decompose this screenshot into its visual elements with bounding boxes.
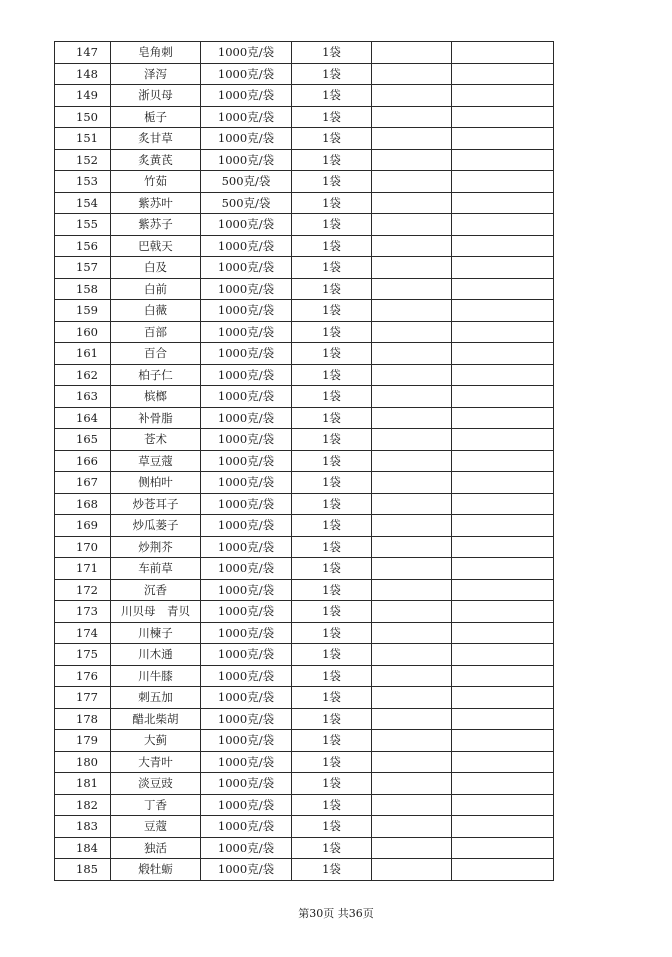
quantity-cell: 1袋: [292, 364, 372, 386]
medicine-name-cell: 川楝子: [111, 622, 201, 644]
blank-cell: [372, 515, 452, 537]
blank-cell: [452, 300, 554, 322]
row-number-cell: 156: [55, 235, 111, 257]
blank-cell: [452, 214, 554, 236]
blank-cell: [452, 665, 554, 687]
blank-cell: [372, 816, 452, 838]
blank-cell: [372, 149, 452, 171]
blank-cell: [452, 515, 554, 537]
quantity-cell: 1袋: [292, 644, 372, 666]
table-row: [55, 192, 554, 214]
specification-cell: 1000克/袋: [201, 730, 292, 752]
table-body: [55, 42, 554, 881]
blank-cell: [372, 278, 452, 300]
medicine-name-cell: 侧柏叶: [111, 472, 201, 494]
medicine-name-cell: 草豆蔻: [111, 450, 201, 472]
table-row: [55, 601, 554, 623]
quantity-cell: 1袋: [292, 257, 372, 279]
blank-cell: [452, 63, 554, 85]
row-number-cell: 150: [55, 106, 111, 128]
medicine-name-cell: 百合: [111, 343, 201, 365]
blank-cell: [452, 644, 554, 666]
table-row: [55, 235, 554, 257]
blank-cell: [452, 128, 554, 150]
row-number-cell: 184: [55, 837, 111, 859]
quantity-cell: 1袋: [292, 708, 372, 730]
medicine-name-cell: 醋北柴胡: [111, 708, 201, 730]
row-number-cell: 165: [55, 429, 111, 451]
specification-cell: 1000克/袋: [201, 794, 292, 816]
specification-cell: 1000克/袋: [201, 708, 292, 730]
specification-cell: 1000克/袋: [201, 751, 292, 773]
quantity-cell: 1袋: [292, 85, 372, 107]
specification-cell: 1000克/袋: [201, 601, 292, 623]
table-row: [55, 837, 554, 859]
blank-cell: [372, 773, 452, 795]
row-number-cell: 159: [55, 300, 111, 322]
blank-cell: [372, 450, 452, 472]
blank-cell: [372, 601, 452, 623]
row-number-cell: 161: [55, 343, 111, 365]
quantity-cell: 1袋: [292, 128, 372, 150]
blank-cell: [372, 665, 452, 687]
blank-cell: [452, 773, 554, 795]
table-row: [55, 708, 554, 730]
medicine-name-cell: 川木通: [111, 644, 201, 666]
table-row: [55, 85, 554, 107]
blank-cell: [452, 794, 554, 816]
medicine-name-cell: 炙黄芪: [111, 149, 201, 171]
blank-cell: [372, 321, 452, 343]
table-row: [55, 63, 554, 85]
blank-cell: [372, 622, 452, 644]
specification-cell: 1000克/袋: [201, 515, 292, 537]
blank-cell: [452, 859, 554, 881]
quantity-cell: 1袋: [292, 235, 372, 257]
medicine-name-cell: 白及: [111, 257, 201, 279]
blank-cell: [372, 493, 452, 515]
specification-cell: 1000克/袋: [201, 321, 292, 343]
blank-cell: [372, 644, 452, 666]
table-row: [55, 665, 554, 687]
specification-cell: 1000克/袋: [201, 687, 292, 709]
quantity-cell: 1袋: [292, 493, 372, 515]
table-row: [55, 579, 554, 601]
medicine-name-cell: 柏子仁: [111, 364, 201, 386]
table-row: [55, 450, 554, 472]
blank-cell: [372, 106, 452, 128]
blank-cell: [372, 192, 452, 214]
table-row: [55, 278, 554, 300]
blank-cell: [452, 364, 554, 386]
blank-cell: [372, 364, 452, 386]
row-number-cell: 182: [55, 794, 111, 816]
table-row: [55, 407, 554, 429]
quantity-cell: 1袋: [292, 472, 372, 494]
blank-cell: [452, 558, 554, 580]
medicine-name-cell: 白薇: [111, 300, 201, 322]
blank-cell: [452, 472, 554, 494]
medicine-name-cell: 车前草: [111, 558, 201, 580]
blank-cell: [372, 859, 452, 881]
row-number-cell: 181: [55, 773, 111, 795]
blank-cell: [452, 257, 554, 279]
row-number-cell: 147: [55, 42, 111, 64]
specification-cell: 1000克/袋: [201, 536, 292, 558]
specification-cell: 1000克/袋: [201, 128, 292, 150]
quantity-cell: 1袋: [292, 149, 372, 171]
row-number-cell: 177: [55, 687, 111, 709]
specification-cell: 1000克/袋: [201, 257, 292, 279]
table-row: [55, 300, 554, 322]
row-number-cell: 176: [55, 665, 111, 687]
specification-cell: 1000克/袋: [201, 63, 292, 85]
row-number-cell: 155: [55, 214, 111, 236]
specification-cell: 1000克/袋: [201, 214, 292, 236]
table-row: [55, 128, 554, 150]
blank-cell: [452, 85, 554, 107]
table-row: [55, 429, 554, 451]
quantity-cell: 1袋: [292, 579, 372, 601]
quantity-cell: 1袋: [292, 278, 372, 300]
blank-cell: [372, 687, 452, 709]
row-number-cell: 152: [55, 149, 111, 171]
blank-cell: [452, 687, 554, 709]
blank-cell: [452, 278, 554, 300]
quantity-cell: 1袋: [292, 106, 372, 128]
table-row: [55, 644, 554, 666]
blank-cell: [372, 42, 452, 64]
quantity-cell: 1袋: [292, 515, 372, 537]
table-row: [55, 859, 554, 881]
row-number-cell: 167: [55, 472, 111, 494]
blank-cell: [452, 816, 554, 838]
blank-cell: [452, 429, 554, 451]
medicine-name-cell: 浙贝母: [111, 85, 201, 107]
specification-cell: 500克/袋: [201, 171, 292, 193]
row-number-cell: 178: [55, 708, 111, 730]
specification-cell: 1000克/袋: [201, 859, 292, 881]
blank-cell: [452, 42, 554, 64]
table-row: [55, 687, 554, 709]
quantity-cell: 1袋: [292, 622, 372, 644]
medicine-name-cell: 巴戟天: [111, 235, 201, 257]
medicine-name-cell: 炒苍耳子: [111, 493, 201, 515]
specification-cell: 1000克/袋: [201, 837, 292, 859]
row-number-cell: 160: [55, 321, 111, 343]
specification-cell: 1000克/袋: [201, 429, 292, 451]
blank-cell: [372, 794, 452, 816]
row-number-cell: 149: [55, 85, 111, 107]
blank-cell: [452, 407, 554, 429]
quantity-cell: 1袋: [292, 859, 372, 881]
blank-cell: [452, 493, 554, 515]
specification-cell: 1000克/袋: [201, 472, 292, 494]
medicine-name-cell: 煅牡蛎: [111, 859, 201, 881]
blank-cell: [452, 235, 554, 257]
blank-cell: [372, 214, 452, 236]
specification-cell: 1000克/袋: [201, 149, 292, 171]
table-row: [55, 493, 554, 515]
quantity-cell: 1袋: [292, 171, 372, 193]
table-row: [55, 622, 554, 644]
row-number-cell: 154: [55, 192, 111, 214]
quantity-cell: 1袋: [292, 321, 372, 343]
table-row: [55, 321, 554, 343]
row-number-cell: 179: [55, 730, 111, 752]
blank-cell: [372, 429, 452, 451]
blank-cell: [452, 579, 554, 601]
medicine-name-cell: 泽泻: [111, 63, 201, 85]
medicine-name-cell: 刺五加: [111, 687, 201, 709]
blank-cell: [452, 601, 554, 623]
row-number-cell: 163: [55, 386, 111, 408]
quantity-cell: 1袋: [292, 751, 372, 773]
specification-cell: 1000克/袋: [201, 493, 292, 515]
quantity-cell: 1袋: [292, 837, 372, 859]
row-number-cell: 174: [55, 622, 111, 644]
medicine-name-cell: 独活: [111, 837, 201, 859]
blank-cell: [452, 708, 554, 730]
blank-cell: [372, 708, 452, 730]
quantity-cell: 1袋: [292, 407, 372, 429]
medicine-name-cell: 白前: [111, 278, 201, 300]
blank-cell: [452, 730, 554, 752]
medicine-table: [54, 41, 554, 881]
specification-cell: 1000克/袋: [201, 278, 292, 300]
blank-cell: [452, 837, 554, 859]
row-number-cell: 168: [55, 493, 111, 515]
quantity-cell: 1袋: [292, 794, 372, 816]
blank-cell: [452, 343, 554, 365]
blank-cell: [452, 536, 554, 558]
blank-cell: [452, 450, 554, 472]
quantity-cell: 1袋: [292, 450, 372, 472]
quantity-cell: 1袋: [292, 386, 372, 408]
medicine-name-cell: 沉香: [111, 579, 201, 601]
quantity-cell: 1袋: [292, 429, 372, 451]
medicine-name-cell: 炒瓜蒌子: [111, 515, 201, 537]
specification-cell: 1000克/袋: [201, 386, 292, 408]
quantity-cell: 1袋: [292, 214, 372, 236]
table-row: [55, 214, 554, 236]
blank-cell: [372, 235, 452, 257]
specification-cell: 1000克/袋: [201, 407, 292, 429]
blank-cell: [372, 407, 452, 429]
blank-cell: [372, 300, 452, 322]
row-number-cell: 183: [55, 816, 111, 838]
specification-cell: 1000克/袋: [201, 579, 292, 601]
medicine-name-cell: 大蓟: [111, 730, 201, 752]
row-number-cell: 148: [55, 63, 111, 85]
medicine-name-cell: 皂角刺: [111, 42, 201, 64]
blank-cell: [452, 321, 554, 343]
medicine-name-cell: 竹茹: [111, 171, 201, 193]
blank-cell: [372, 579, 452, 601]
row-number-cell: 151: [55, 128, 111, 150]
table-row: [55, 257, 554, 279]
blank-cell: [372, 536, 452, 558]
quantity-cell: 1袋: [292, 687, 372, 709]
quantity-cell: 1袋: [292, 816, 372, 838]
blank-cell: [372, 751, 452, 773]
blank-cell: [372, 472, 452, 494]
table-row: [55, 773, 554, 795]
blank-cell: [372, 730, 452, 752]
row-number-cell: 157: [55, 257, 111, 279]
blank-cell: [372, 343, 452, 365]
table-row: [55, 171, 554, 193]
table-row: [55, 386, 554, 408]
blank-cell: [452, 149, 554, 171]
medicine-name-cell: 栀子: [111, 106, 201, 128]
table-row: [55, 751, 554, 773]
row-number-cell: 173: [55, 601, 111, 623]
quantity-cell: 1袋: [292, 343, 372, 365]
blank-cell: [452, 386, 554, 408]
blank-cell: [452, 106, 554, 128]
quantity-cell: 1袋: [292, 730, 372, 752]
specification-cell: 500克/袋: [201, 192, 292, 214]
specification-cell: 1000克/袋: [201, 235, 292, 257]
blank-cell: [452, 171, 554, 193]
row-number-cell: 166: [55, 450, 111, 472]
specification-cell: 1000克/袋: [201, 665, 292, 687]
specification-cell: 1000克/袋: [201, 364, 292, 386]
medicine-name-cell: 淡豆豉: [111, 773, 201, 795]
specification-cell: 1000克/袋: [201, 450, 292, 472]
specification-cell: 1000克/袋: [201, 106, 292, 128]
table-row: [55, 730, 554, 752]
specification-cell: 1000克/袋: [201, 42, 292, 64]
table-row: [55, 536, 554, 558]
table-row: [55, 794, 554, 816]
table-row: [55, 343, 554, 365]
table-row: [55, 515, 554, 537]
page-number-footer: 第30页 共36页: [298, 907, 374, 920]
row-number-cell: 175: [55, 644, 111, 666]
blank-cell: [452, 622, 554, 644]
medicine-name-cell: 大青叶: [111, 751, 201, 773]
table-row: [55, 364, 554, 386]
medicine-name-cell: 炒荆芥: [111, 536, 201, 558]
medicine-name-cell: 百部: [111, 321, 201, 343]
quantity-cell: 1袋: [292, 773, 372, 795]
blank-cell: [452, 751, 554, 773]
row-number-cell: 164: [55, 407, 111, 429]
blank-cell: [372, 837, 452, 859]
row-number-cell: 180: [55, 751, 111, 773]
specification-cell: 1000克/袋: [201, 622, 292, 644]
quantity-cell: 1袋: [292, 42, 372, 64]
row-number-cell: 171: [55, 558, 111, 580]
quantity-cell: 1袋: [292, 665, 372, 687]
table-row: [55, 149, 554, 171]
table-row: [55, 558, 554, 580]
medicine-name-cell: 紫苏叶: [111, 192, 201, 214]
blank-cell: [372, 171, 452, 193]
quantity-cell: 1袋: [292, 536, 372, 558]
quantity-cell: 1袋: [292, 300, 372, 322]
specification-cell: 1000克/袋: [201, 343, 292, 365]
row-number-cell: 162: [55, 364, 111, 386]
medicine-name-cell: 丁香: [111, 794, 201, 816]
blank-cell: [372, 386, 452, 408]
row-number-cell: 153: [55, 171, 111, 193]
quantity-cell: 1袋: [292, 601, 372, 623]
blank-cell: [372, 257, 452, 279]
blank-cell: [372, 85, 452, 107]
specification-cell: 1000克/袋: [201, 300, 292, 322]
medicine-name-cell: 槟榔: [111, 386, 201, 408]
quantity-cell: 1袋: [292, 558, 372, 580]
table-row: [55, 106, 554, 128]
medicine-name-cell: 补骨脂: [111, 407, 201, 429]
blank-cell: [372, 128, 452, 150]
medicine-name-cell: 苍术: [111, 429, 201, 451]
medicine-name-cell: 川牛膝: [111, 665, 201, 687]
row-number-cell: 172: [55, 579, 111, 601]
table-row: [55, 816, 554, 838]
specification-cell: 1000克/袋: [201, 558, 292, 580]
row-number-cell: 185: [55, 859, 111, 881]
blank-cell: [452, 192, 554, 214]
specification-cell: 1000克/袋: [201, 85, 292, 107]
medicine-name-cell: 豆蔻: [111, 816, 201, 838]
medicine-name-cell: 紫苏子: [111, 214, 201, 236]
medicine-name-cell: 炙甘草: [111, 128, 201, 150]
specification-cell: 1000克/袋: [201, 644, 292, 666]
row-number-cell: 170: [55, 536, 111, 558]
quantity-cell: 1袋: [292, 192, 372, 214]
table-row: [55, 472, 554, 494]
row-number-cell: 169: [55, 515, 111, 537]
specification-cell: 1000克/袋: [201, 773, 292, 795]
specification-cell: 1000克/袋: [201, 816, 292, 838]
blank-cell: [372, 558, 452, 580]
row-number-cell: 158: [55, 278, 111, 300]
table-row: [55, 42, 554, 64]
quantity-cell: 1袋: [292, 63, 372, 85]
blank-cell: [372, 63, 452, 85]
medicine-name-cell: 川贝母 青贝: [111, 601, 201, 623]
